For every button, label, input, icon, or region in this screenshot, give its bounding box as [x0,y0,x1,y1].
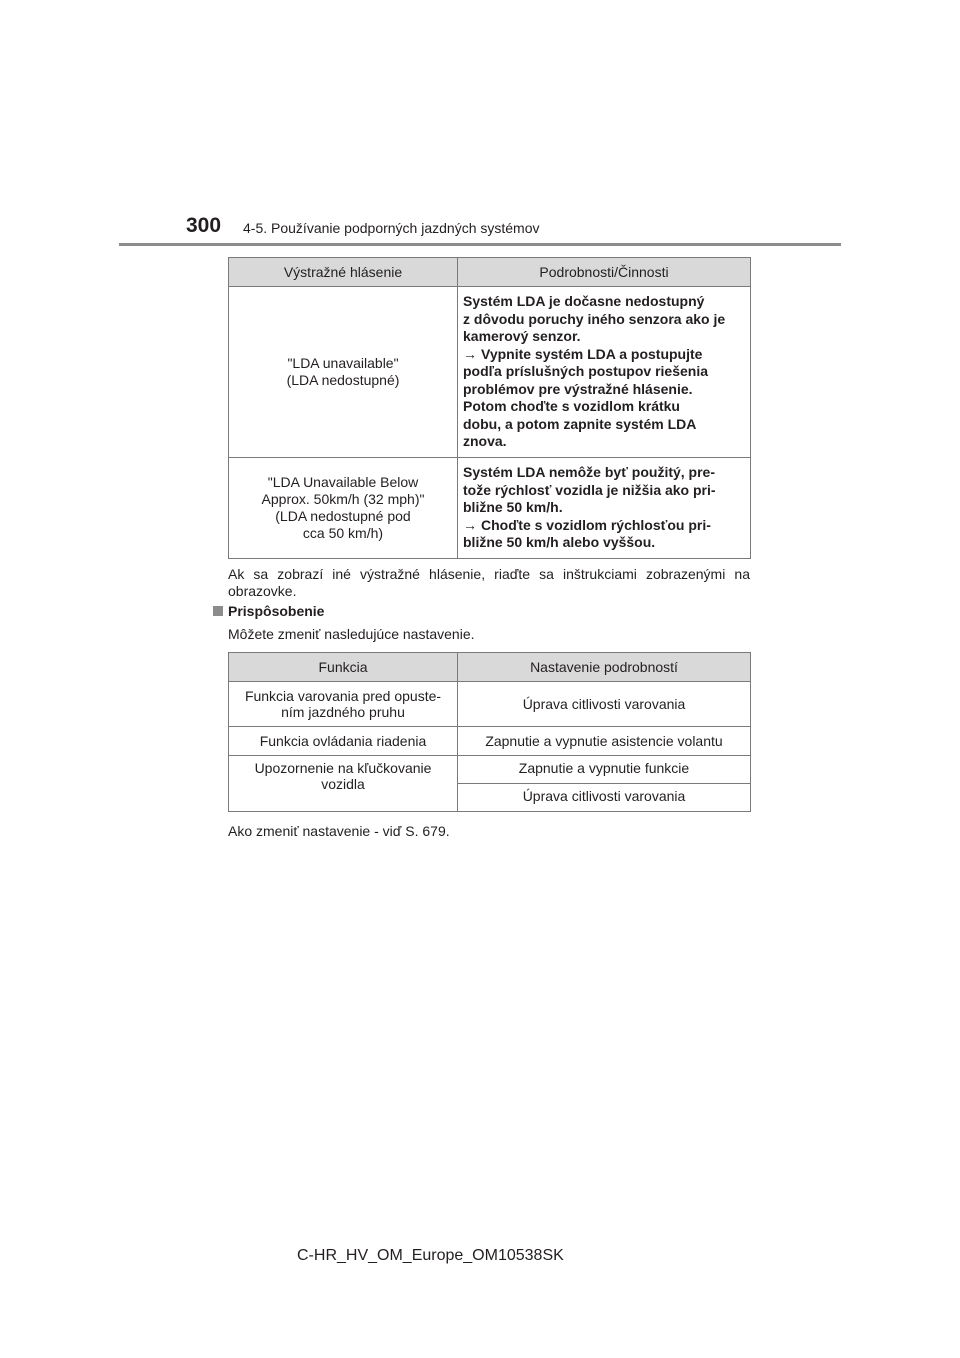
page-number: 300 [186,214,222,237]
setting-line: Zapnutie a vypnutie funkcie [518,760,690,776]
table-row [229,287,751,458]
warning-messages-table [228,257,751,559]
column-header: Funkcia [229,653,458,682]
table-row [229,682,751,727]
section-bullet-icon [213,606,223,616]
function-line: Funkcia ovládania riadenia [259,733,427,749]
settings-cell [458,727,751,756]
customization-heading: Prispôsobenie [228,603,325,619]
header-divider [119,243,841,246]
table-row [229,756,751,784]
warning-message-line: (LDA nedostupné pod [275,507,411,524]
detail-line: Systém LDA nemôže byť použitý, pre- [463,464,716,480]
column-header: Podrobnosti/Činnosti [458,258,751,287]
warning-message-line: Approx. 50km/h (32 mph)" [261,490,425,507]
settings-cell [458,784,751,812]
arrow-right-icon: → [463,345,477,362]
action-line: Choďte s vozidlom rýchlosťou pri- [481,516,711,533]
detail-line: tože rýchlosť vozidla je nižšia ako pri- [463,481,716,498]
section-title: 4-5. Používanie podporných jazdných systémov [243,220,540,236]
warning-message-line: "LDA Unavailable Below [267,473,419,490]
warning-message-line: cca 50 km/h) [302,524,384,541]
table-header-row [229,653,751,682]
action-line: bližne 50 km/h alebo vyššou. [463,534,656,550]
document-id: C-HR_HV_OM_Europe_OM10538SK [297,1247,564,1264]
action-line: problémov pre výstražné hlásenie. [463,380,693,397]
column-header: Výstražné hlásenie [229,258,458,287]
customization-intro: Môžete zmeniť nasledujúce nastavenie. [228,626,475,642]
setting-line: Úprava citlivosti varovania [522,788,686,804]
action-block [463,346,745,451]
warning-message-line: "LDA unavailable" [287,355,399,371]
warning-details-cell [458,287,751,458]
warning-message-line: (LDA nedostupné) [286,372,400,388]
function-line: vozidla [321,776,365,792]
function-cell [229,682,458,727]
note-paragraph: Ak sa zobrazí iné výstražné hlásenie, riaďte sa inštrukciami zobrazenými na obrazovke. [228,566,750,599]
setting-line: Zapnutie a vypnutie asistencie volantu [485,733,723,749]
action-line: Vypnite systém LDA a postupujte [481,345,703,362]
function-cell [229,727,458,756]
detail-line: kamerový senzor. [463,328,581,344]
table-row [229,727,751,756]
warning-message-cell [229,458,458,559]
detail-line: bližne 50 km/h. [463,499,563,515]
action-line: podľa príslušných postupov riešenia [463,363,708,379]
function-line: Funkcia varovania pred opuste- [244,688,442,704]
action-line: znova. [463,433,507,449]
settings-cell [458,682,751,727]
detail-line: Systém LDA je dočasne nedostupný [463,293,705,309]
function-line: Upozornenie na kľučkovanie [254,760,432,776]
function-line: ním jazdného pruhu [281,704,405,720]
settings-reference-note: Ako zmeniť nastavenie - viď S. 679. [228,823,450,839]
setting-line: Úprava citlivosti varovania [522,696,686,712]
customization-settings-table [228,652,751,812]
arrow-right-icon: → [463,516,477,533]
warning-message-cell [229,287,458,458]
detail-line: z dôvodu poruchy iného senzora ako je [463,310,726,327]
table-header-row [229,258,751,287]
table-row [229,458,751,559]
warning-details-cell [458,458,751,559]
settings-cell [458,756,751,784]
action-block [463,517,745,552]
action-line: dobu, a potom zapnite systém LDA [463,415,697,432]
action-line: Potom choďte s vozidlom krátku [463,398,680,414]
column-header: Nastavenie podrobností [458,653,751,682]
function-cell [229,756,458,812]
